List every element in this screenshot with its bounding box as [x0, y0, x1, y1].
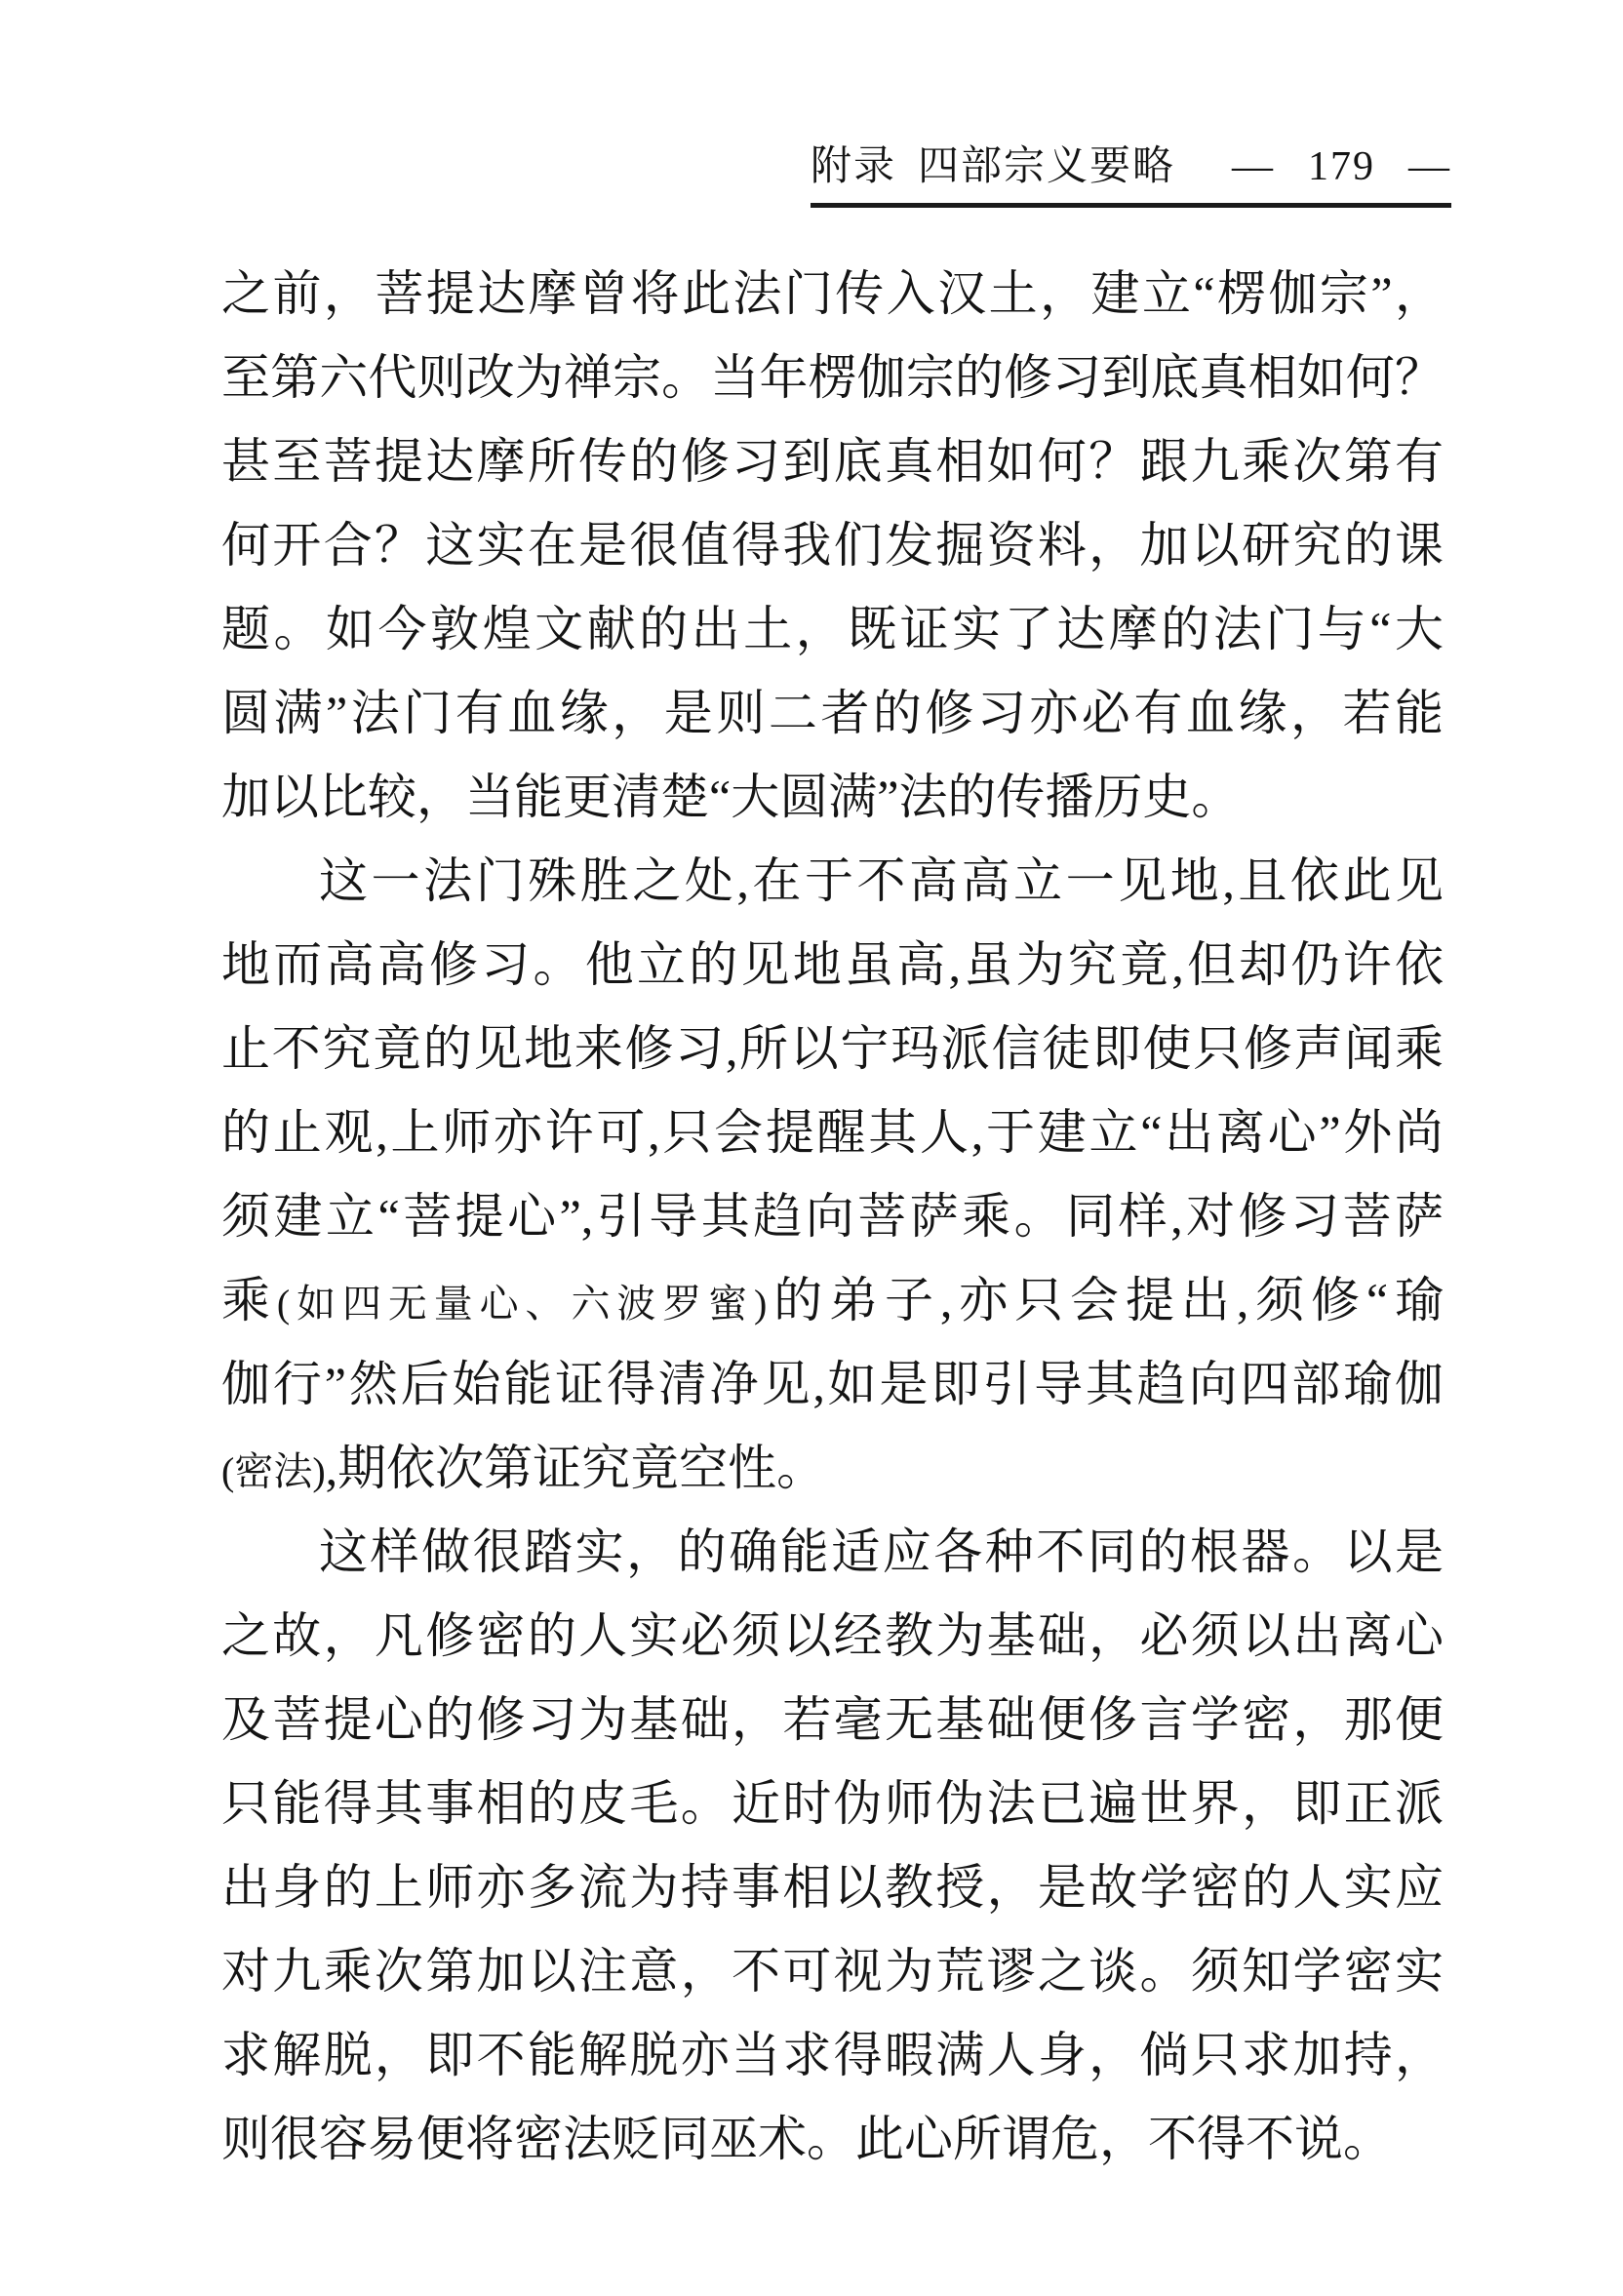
body-text: 题。如今敦煌文献的出土，既证实了达摩的法门与“大 [221, 602, 1444, 656]
body-text: 地而高高修习。他立的见地虽高,虽为究竟,但却仍许依 [221, 937, 1444, 992]
header-row [0, 142, 1451, 208]
text-line [221, 755, 1444, 839]
header-dash-right: — [1408, 144, 1451, 189]
body-text: 的弟子,亦只会提出,须修“瑜 [767, 1273, 1444, 1327]
paragraph-2 [221, 839, 1444, 1510]
body-text: 乘 [221, 1273, 277, 1327]
text-line [221, 1762, 1444, 1845]
header-title: 四部宗义要略 [917, 144, 1175, 189]
text-line [221, 1594, 1444, 1678]
body-text: ,期依次第证究竟空性。 [325, 1441, 826, 1495]
text-line [221, 2097, 1444, 2181]
header-page-number: 179 [1308, 144, 1375, 189]
header-section-label: 附录 [810, 144, 896, 189]
text-line [221, 587, 1444, 671]
body-text: 的止观,上师亦许可,只会提醒其人,于建立“出离心”外尚 [221, 1105, 1444, 1160]
body-text: 则很容易便将密法贬同巫术。此心所谓危，不得不说。 [221, 2112, 1392, 2166]
body-text: 及菩提心的修习为基础，若毫无基础便侈言学密，那便 [221, 1692, 1444, 1747]
page-body [221, 252, 1444, 2181]
paragraph-3 [221, 1510, 1444, 2181]
body-text: 伽行”然后始能证得清净见,如是即引导其趋向四部瑜伽 [221, 1357, 1444, 1411]
body-text: 这一法门殊胜之处,在于不高高立一见地,且依此见 [319, 853, 1444, 908]
body-text: 之前，菩提达摩曾将此法门传入汉土，建立“楞伽宗”， [221, 266, 1444, 321]
small-kai-text: (如四无量心、六波罗蜜) [276, 1282, 768, 1326]
text-line [221, 1845, 1444, 1929]
body-text: 对九乘次第加以注意，不可视为荒谬之谈。须知学密实 [221, 1944, 1444, 1999]
text-line [221, 336, 1444, 419]
body-text: 出身的上师亦多流为持事相以教授，是故学密的人实应 [221, 1860, 1444, 1915]
body-text: 止不究竟的见地来修习,所以宁玛派信徒即使只修声闻乘 [221, 1021, 1444, 1076]
text-line [221, 671, 1444, 755]
text-line [221, 1258, 1444, 1342]
text-line [221, 1174, 1444, 1258]
text-line [221, 839, 1444, 923]
body-text: 求解脱，即不能解脱亦当求得暇满人身，倘只求加持， [221, 2028, 1444, 2082]
text-line [221, 1426, 1444, 1510]
body-text: 加以比较，当能更清楚“大圆满”法的传播历史。 [221, 770, 1241, 824]
body-text: 须建立“菩提心”,引导其趋向菩萨乘。同样,对修习菩萨 [221, 1189, 1444, 1244]
text-line [221, 1929, 1444, 2013]
body-text: 至第六代则改为禅宗。当年楞伽宗的修习到底真相如何？ [221, 350, 1444, 405]
header-dash-left: — [1232, 144, 1275, 189]
text-line [221, 2013, 1444, 2097]
body-text: 这样做很踏实，的确能适应各种不同的根器。以是 [319, 1524, 1444, 1579]
paragraph-1 [221, 252, 1444, 839]
body-text: 甚至菩提达摩所传的修习到底真相如何？跟九乘次第有 [221, 434, 1444, 489]
text-line [221, 252, 1444, 336]
body-text: 之故，凡修密的人实必须以经教为基础，必须以出离心 [221, 1608, 1444, 1663]
text-line [221, 1342, 1444, 1426]
small-kai-text: (密法) [221, 1449, 326, 1493]
text-line [221, 1678, 1444, 1762]
text-line [221, 1510, 1444, 1594]
body-text: 只能得其事相的皮毛。近时伪师伪法已遍世界，即正派 [221, 1776, 1444, 1831]
text-line [221, 503, 1444, 587]
page-header [811, 142, 1451, 208]
body-text: 何开合？这实在是很值得我们发掘资料，加以研究的课 [221, 518, 1444, 573]
text-line [221, 419, 1444, 503]
text-line [221, 1007, 1444, 1090]
text-line [221, 1090, 1444, 1174]
body-text: 圆满”法门有血缘，是则二者的修习亦必有血缘，若能 [221, 686, 1444, 740]
text-line [221, 923, 1444, 1007]
